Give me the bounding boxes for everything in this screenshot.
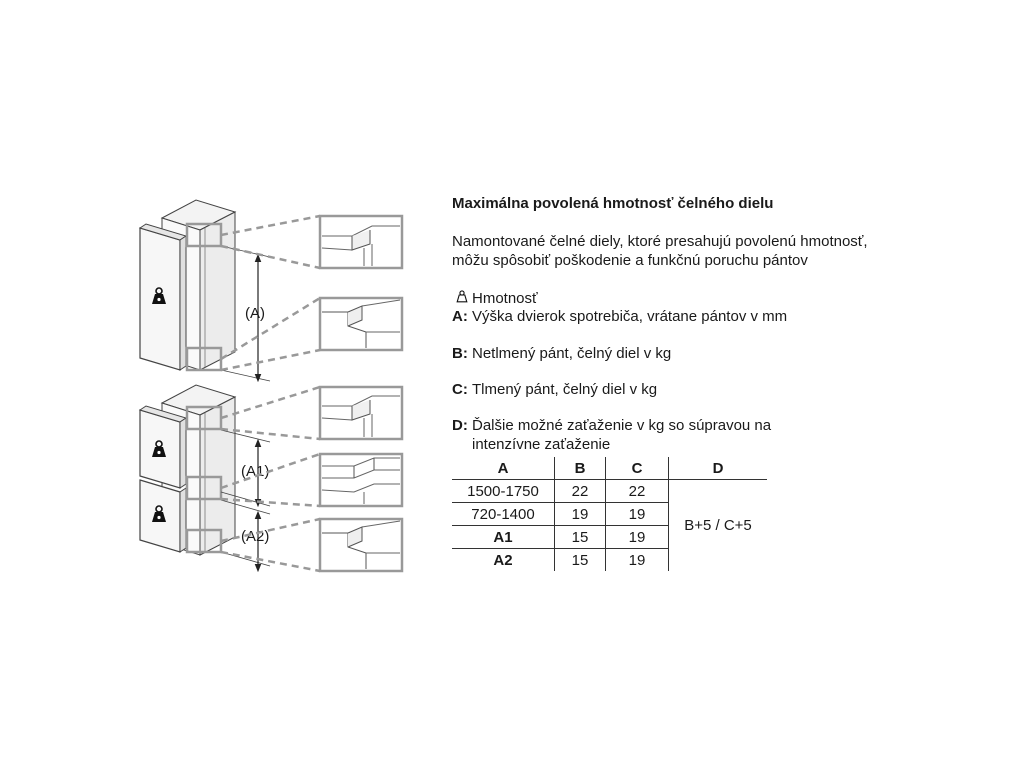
detail-box-3 (320, 387, 402, 439)
detail-box-4 (320, 454, 402, 506)
cell-b: 15 (555, 549, 606, 572)
double-door-appliance (140, 385, 270, 568)
legend-c-text: Tlmený pánt, čelný diel v kg (472, 381, 658, 398)
cell-a: A2 (493, 551, 513, 569)
label-a1: (A1) (241, 463, 270, 480)
legend-b (452, 344, 671, 363)
single-door-appliance (140, 200, 270, 381)
legend-a-text: Výška dvierok spotrebiča, vrátane pántov v mm (472, 308, 788, 325)
section-title: Maximálna povolená hmotnosť čelného dielu (452, 195, 774, 212)
cell-c: 22 (606, 480, 669, 503)
legend-c-key: C: (452, 381, 468, 398)
cell-c: 19 (606, 549, 669, 572)
cell-b: 22 (555, 480, 606, 503)
cell-b: 19 (555, 503, 606, 526)
header-c: C (606, 457, 669, 480)
detail-box-1 (320, 216, 402, 268)
legend-d-key: D: (452, 417, 468, 434)
legend-a-key: A: (452, 308, 468, 325)
header-d: D (669, 457, 768, 480)
cell-a: 1500-1750 (452, 480, 555, 503)
legend-b-key: B: (452, 345, 468, 362)
detail-box-2 (320, 298, 402, 350)
legend-a (452, 307, 787, 326)
table-row (452, 480, 767, 503)
detail-box-5 (320, 519, 402, 571)
legend-b-text: Netlmený pánt, čelný diel v kg (472, 345, 672, 362)
cell-c: 19 (606, 526, 669, 549)
weight-table (452, 457, 767, 571)
cell-a: A1 (452, 526, 555, 549)
legend-d-text-1: Ďalšie možné zaťaženie v kg so súpravou na (472, 417, 772, 434)
cell-a: 720-1400 (452, 503, 555, 526)
weight-icon (452, 289, 472, 305)
cell-b: 15 (555, 526, 606, 549)
header-b: B (555, 457, 606, 480)
cell-c: 19 (606, 503, 669, 526)
legend-weight-text: Hmotnosť (472, 290, 538, 307)
intro-text: Namontované čelné diely, ktoré presahujú povolenú hmotnosť, môžu spôsobiť poškodenie a funkčnú poruchu pántov (452, 233, 868, 269)
label-a: (A) (245, 305, 265, 322)
cell-d: B+5 / C+5 (669, 480, 768, 572)
header-a: A (452, 457, 555, 480)
leader-lines (221, 216, 320, 571)
table-header-row (452, 457, 767, 480)
legend-d-text-2: intenzívne zaťaženie (472, 436, 611, 453)
legend-c (452, 380, 657, 399)
legend-d (452, 416, 771, 454)
label-a2: (A2) (241, 528, 270, 545)
legend-weight (452, 289, 538, 308)
